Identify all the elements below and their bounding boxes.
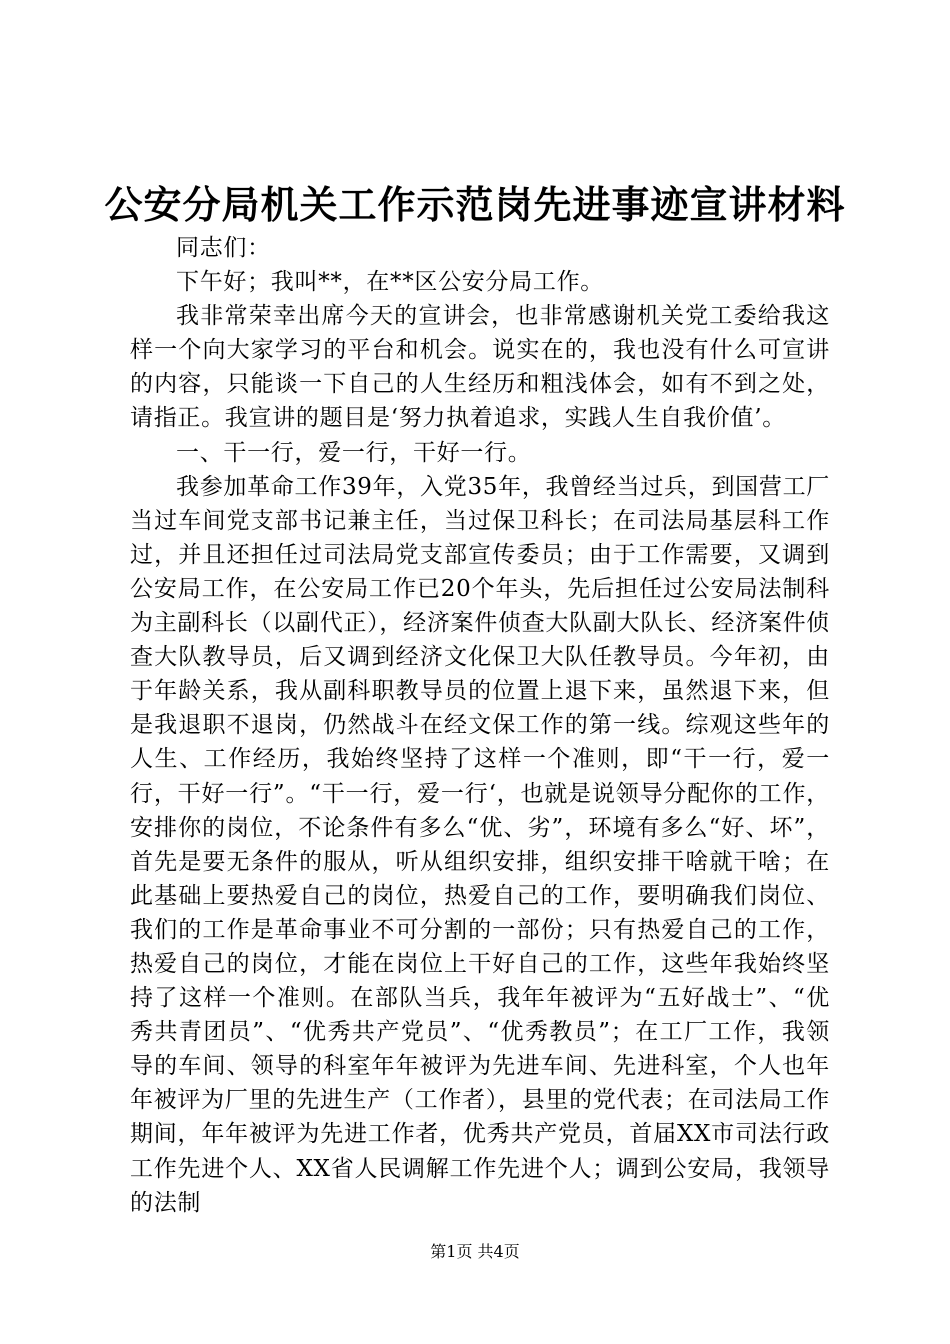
section-heading: 一、干一行，爱一行，干好一行。 <box>176 439 532 466</box>
page-footer: 第1页 共4页 <box>430 1242 520 1261</box>
paragraph-opening: 我非常荣幸出席今天的宣讲会，也非常感谢机关党工委给我这样一个向大家学习的平台和机会。说实在的，我也没有什么可宣讲的内容，只能谈一下自己的人生经历和粗浅体会，如有不到之处，请指正。我宣讲的题目是‘努力执着追求，实践人生自我价值’。 <box>130 303 830 432</box>
document-body <box>130 231 830 1220</box>
document-title: 公安分局机关工作示范岗先进事迹宣讲材料 <box>104 182 846 227</box>
paragraph-introduction: 下午好；我叫**，在**区公安分局工作。 <box>176 269 604 296</box>
paragraph-greeting: 同志们： <box>176 235 271 261</box>
paragraph-career: 我参加革命工作39年，入党35年，我曾经当过兵，到国营工厂当过车间党支部书记兼主任，当过保卫科长；在司法局基层科工作过，并且还担任过司法局党支部宣传委员；由于工作需要，又调到公安局工作，在公安局工作已20个年头，先后担任过公安局法制科为主副科长（以副代正），经济案件侦查大队副大队长、经济案件侦查大队教导员，后又调到经济文化保卫大队任教导员。今年初，由于年龄关系，我从副科职教导员的位置上退下来，虽然退下来，但是我退职不退岗，仍然战斗在经文保工作的第一线。综观这些年的人生、工作经历，我始终坚持了这样一个准则，即“干一行，爱一行，干好一行”。“干一行，爱一行‘，也就是说领导分配你的工作，安排你的岗位，不论条件有多么“优、劣”，环境有多么“好、坏”，首先是要无条件的服从，听从组织安排，组织安排干啥就干啥；在此基础上要热爱自己的岗位，热爱自己的工作，要明确我们岗位、我们的工作是革命事业不可分割的一部份；只有热爱自己的工作，热爱自己的岗位，才能在岗位上干好自己的工作，这些年我始终坚持了这样一个准则。在部队当兵，我年年被评为“五好战士”、“优秀共青团员”、“优秀共产党员”、“优秀教员”；在工厂工作，我领导的车间、领导的科室年年被评为先进车间、先进科室，个人也年年被评为厂里的先进生产（工作者），县里的党代表；在司法局工作期间，年年被评为先进工作者，优秀共产党员，首届XX市司法行政工作先进个人、XX省人民调解工作先进个人；调到公安局，我领导的法制 <box>130 473 830 1216</box>
